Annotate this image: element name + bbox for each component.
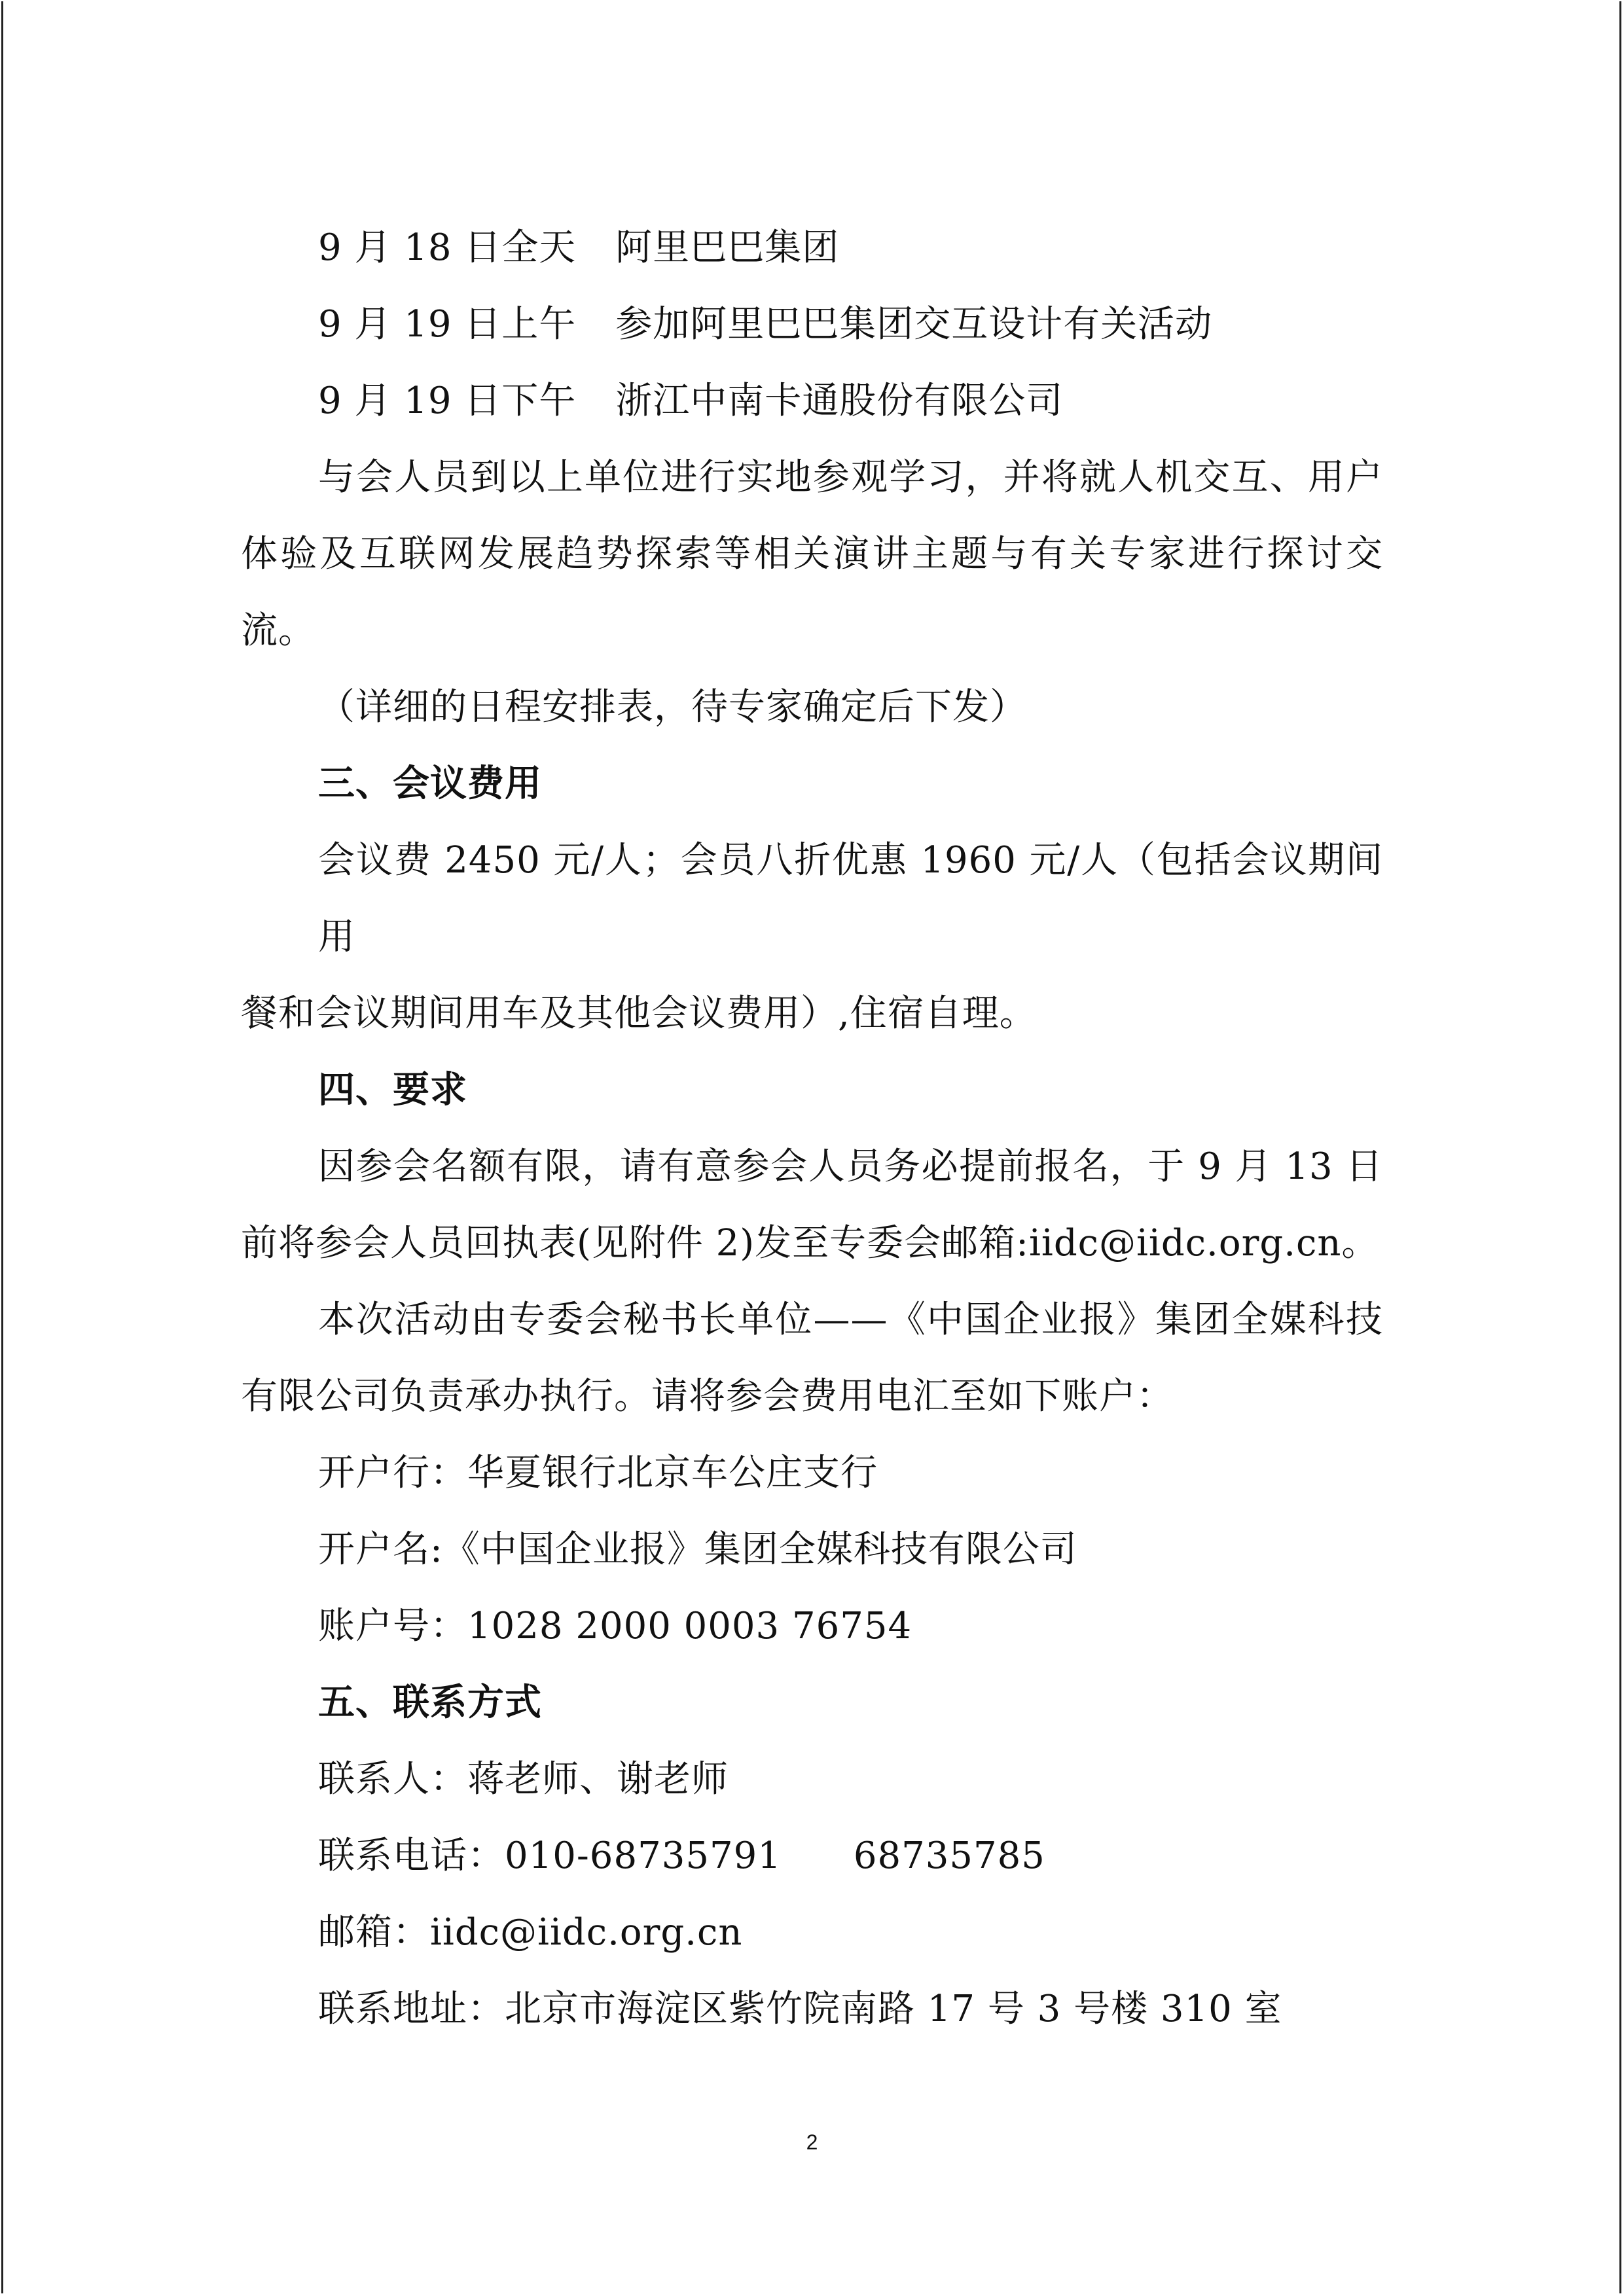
- schedule-time: 9 月 19 日上午: [318, 303, 577, 346]
- contact-heading: 五、联系方式: [318, 1681, 542, 1724]
- schedule-item-2: [241, 286, 1383, 363]
- schedule-item-1: [241, 209, 1383, 286]
- schedule-item-3: [241, 363, 1383, 439]
- schedule-note: （详细的日程安排表，待专家确定后下发）: [318, 686, 1027, 728]
- document-body: [241, 209, 1383, 2047]
- schedule-place: 浙江中南卡通股份有限公司: [615, 380, 1064, 422]
- account-name: 开户名:《中国企业报》集团全媒科技有限公司: [318, 1528, 1077, 1571]
- schedule-time: 9 月 18 日全天: [318, 226, 577, 269]
- bank-name: 开户行：华夏银行北京车公庄支行: [318, 1452, 878, 1494]
- requirements-line-1: 因参会名额有限，请有意参会人员务必提前报名，于 9 月 13 日: [318, 1145, 1383, 1188]
- fees-heading: 三、会议费用: [318, 762, 542, 805]
- schedule-time: 9 月 19 日下午: [318, 380, 577, 422]
- schedule-place: 参加阿里巴巴集团交互设计有关活动: [615, 303, 1213, 346]
- contact-address: 联系地址：北京市海淀区紫竹院南路 17 号 3 号楼 310 室: [318, 1988, 1282, 2030]
- intro-line-3: 流。: [241, 609, 316, 652]
- requirements-line-2: 前将参会人员回执表(见附件 2)发至专委会邮箱:iidc@iidc.org.cn。: [241, 1222, 1379, 1265]
- account-number: 账户号：1028 2000 0003 76754: [318, 1605, 912, 1647]
- contact-person: 联系人：蒋老师、谢老师: [318, 1758, 729, 1801]
- requirements-line-3: 本次活动由专委会秘书长单位——《中国企业报》集团全媒科技: [318, 1299, 1383, 1341]
- requirements-heading: 四、要求: [318, 1069, 467, 1111]
- requirements-line-4: 有限公司负责承办执行。请将参会费用电汇至如下账户：: [241, 1375, 1174, 1418]
- page-number: 2: [806, 2130, 818, 2154]
- intro-line-1: 与会人员到以上单位进行实地参观学习，并将就人机交互、用户: [318, 456, 1383, 499]
- contact-email: 邮箱：iidc@iidc.org.cn: [318, 1911, 743, 1954]
- contact-phone: [241, 1818, 1383, 1894]
- contact-phone-primary: 联系电话：010-68735791: [318, 1835, 782, 1877]
- schedule-place: 阿里巴巴集团: [615, 226, 840, 269]
- fees-line-2: 餐和会议期间用车及其他会议费用）,住宿自理。: [241, 992, 1037, 1035]
- intro-line-2: 体验及互联网发展趋势探索等相关演讲主题与有关专家进行探讨交: [241, 533, 1383, 575]
- fees-line-1: 会议费 2450 元/人；会员八折优惠 1960 元/人（包括会议期间用: [318, 839, 1384, 958]
- contact-phone-alt: 68735785: [853, 1835, 1045, 1877]
